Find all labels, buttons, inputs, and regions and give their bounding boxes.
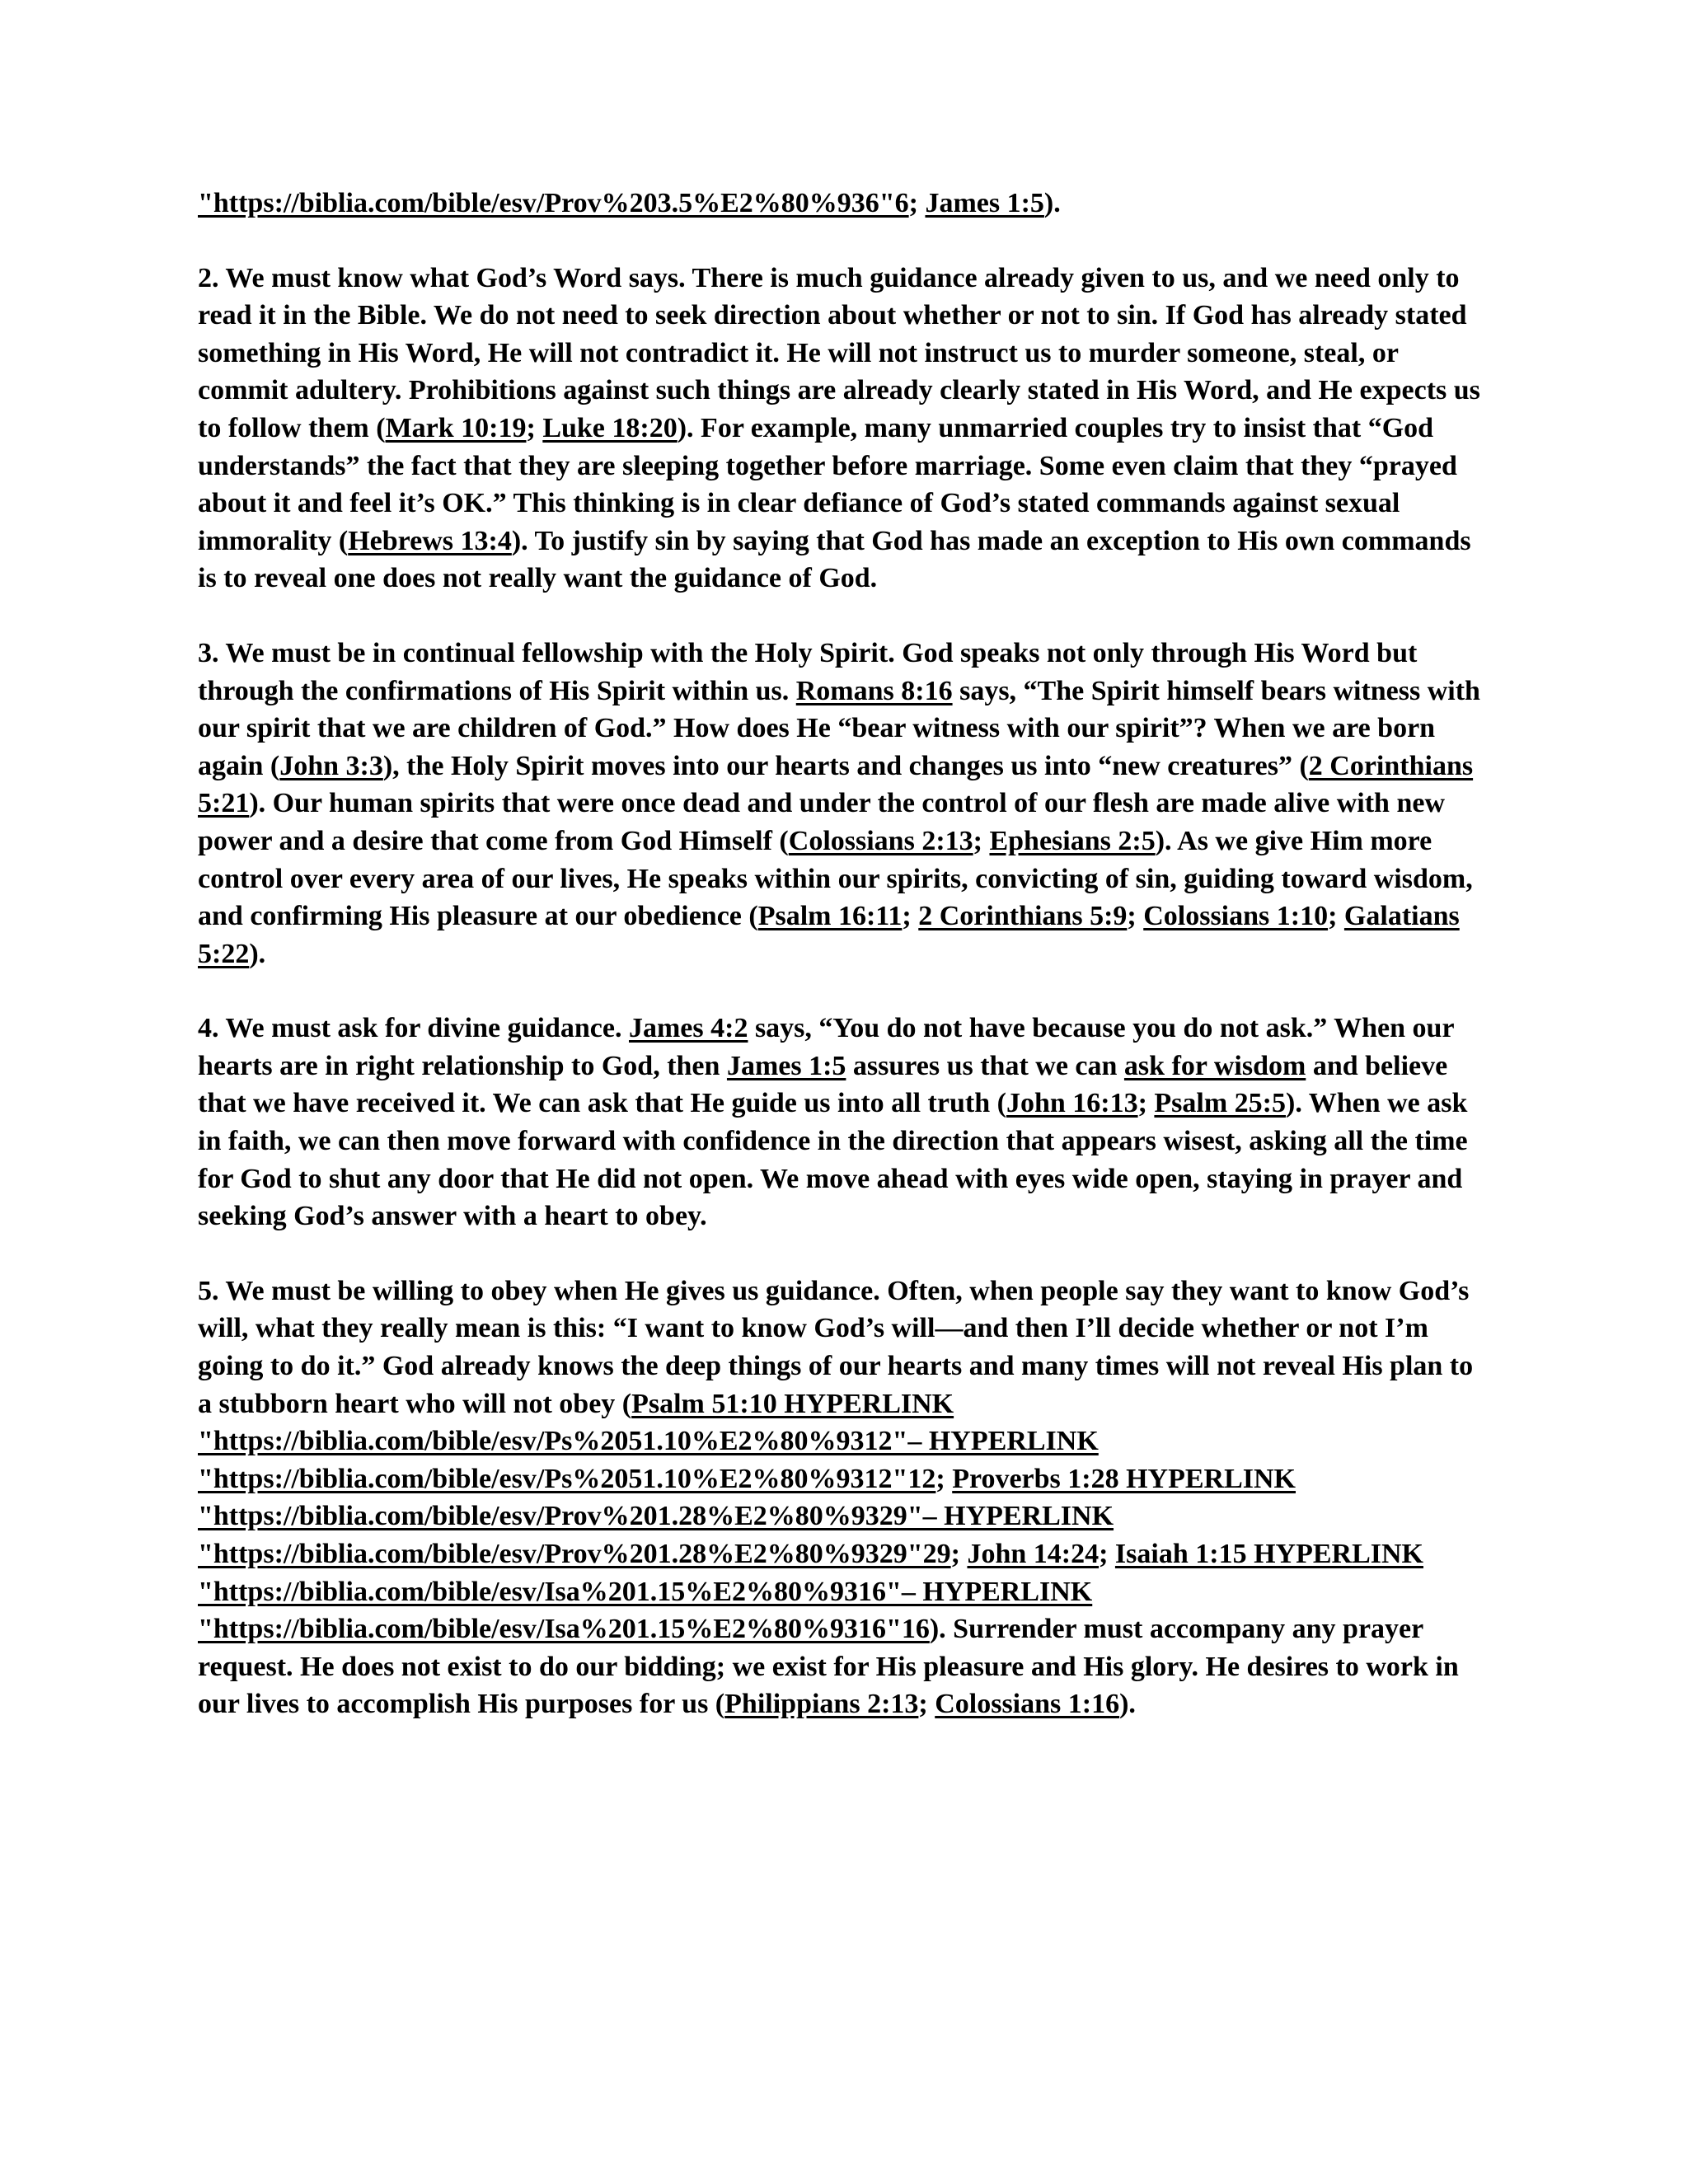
paragraph-text: 2. We must know what God’s Word says. There is much guidance already given to us, and we need only to read it in the Bible. We do not need to seek direction about whether or not to sin. If God has already stated something in His Word, He will not contradict it. He will not instruct us to murder someone, steal, or commit adultery. Prohibitions against such things are already clearly stated in His Word, and He expects us to follow them ( (198, 262, 1480, 443)
paragraph-text: ; (950, 1539, 968, 1569)
paragraph-text: ). As we give Him more control over every area of our lives, He speaks within our spirits, convicting of sin, guiding toward wisdom, and confirming His pleasure at our obedience ( (198, 825, 1473, 932)
paragraph-continuation (198, 185, 1484, 223)
scripture-reference-link[interactable]: "https://biblia.com/bible/esv/Prov%203.5%E2%80%936"6 (198, 188, 909, 218)
paragraph-text: ; (1137, 1088, 1155, 1119)
paragraph-point-2-gods-word (198, 260, 1484, 598)
scripture-reference-link[interactable]: Romans 8:16 (795, 675, 953, 706)
paragraph-text: ). (1119, 1689, 1136, 1720)
document-page (198, 185, 1484, 1760)
paragraph-text: ). Surrender must accompany any prayer request. He does not exist to do our bidding; we exist for His pleasure and His glory. He desires to work in our lives to accomplish His purposes for us ( (198, 1614, 1459, 1720)
paragraph-text: ; (973, 825, 990, 856)
scripture-reference-link[interactable]: James 1:5 (925, 188, 1044, 218)
paragraph-text: says, “The Spirit himself bears witness with our spirit that we are children of God.” How does He “bear witness with our spirit”? When we are born again ( (198, 675, 1480, 781)
paragraph-text: 4. We must ask for divine guidance. (198, 1013, 629, 1044)
paragraph-text: ). (249, 938, 266, 969)
scripture-reference-link[interactable]: James 1:5 (726, 1050, 846, 1081)
paragraph-text: 5. We must be willing to obey when He gives us guidance. Often, when people say they want to know God’s will, what they really mean is this: “I want to know God’s will—and then I’ll decide whether or not I’m going to do it.” God already knows the deep things of our hearts and many times will not reveal His plan to a stubborn heart who will not obey ( (198, 1275, 1474, 1419)
scripture-reference-link[interactable]: Mark 10:19 (385, 412, 527, 443)
paragraph-text: ; (918, 1689, 935, 1720)
scripture-reference-link[interactable]: Psalm 25:5 (1154, 1088, 1286, 1119)
paragraph-text: ; (526, 412, 543, 443)
scripture-reference-link[interactable]: ask for wisdom (1123, 1050, 1306, 1081)
scripture-reference-link[interactable]: John 16:13 (1006, 1088, 1138, 1119)
scripture-reference-link[interactable]: Ephesians 2:5 (989, 825, 1156, 856)
scripture-reference-link[interactable]: Psalm 16:11 (757, 901, 903, 932)
scripture-reference-link[interactable]: Isaiah 1:15 HYPERLINK "https://biblia.com/bible/esv/Isa%201.15%E2%80%9316"– HYPERLINK "https://biblia.com/bible/esv/Isa%201.15%E2%80%9316"16 (198, 1539, 1423, 1645)
scripture-reference-link[interactable]: 2 Corinthians 5:21 (198, 750, 1474, 819)
paragraph-point-4-ask-guidance (198, 1010, 1484, 1235)
paragraph-text: assures us that we can (846, 1050, 1124, 1081)
paragraph-text: ), the Holy Spirit moves into our hearts and changes us into “new creatures” ( (382, 750, 1309, 781)
paragraph-point-5-obey (198, 1272, 1484, 1723)
scripture-reference-link[interactable]: Colossians 1:10 (1143, 901, 1329, 932)
paragraph-text: says, “You do not have because you do not ask.” When our hearts are in right relationship to God, then (198, 1013, 1454, 1081)
paragraph-text: ). To justify sin by saying that God has made an exception to His own commands is to reveal one does not really want the guidance of God. (198, 525, 1471, 594)
paragraph-text: ). (1043, 188, 1061, 218)
scripture-reference-link[interactable]: Hebrews 13:4 (348, 525, 512, 556)
scripture-reference-link[interactable]: Luke 18:20 (542, 412, 678, 443)
paragraph-text: ; (902, 901, 919, 932)
paragraph-text: ; (935, 1463, 953, 1494)
paragraph-text: ; (1127, 901, 1144, 932)
scripture-reference-link[interactable]: John 3:3 (279, 750, 383, 781)
scripture-reference-link[interactable]: Philippians 2:13 (724, 1689, 919, 1720)
paragraph-text: ). Our human spirits that were once dead and under the control of our flesh are made alive with new power and a desire that come from God Himself ( (198, 788, 1446, 856)
paragraph-point-3-holy-spirit (198, 635, 1484, 972)
scripture-reference-link[interactable]: Colossians 1:16 (935, 1689, 1120, 1720)
scripture-reference-link[interactable]: Proverbs 1:28 HYPERLINK "https://biblia.com/bible/esv/Prov%201.28%E2%80%9329"– HYPERLINK "https://biblia.com/bible/esv/Prov%201.28%E2%80%9329"29 (198, 1463, 1296, 1569)
paragraph-text: ). When we ask in faith, we can then move forward with confidence in the direction that appears wisest, asking all the time for God to shut any door that He did not open. We move ahead with eyes wide open, staying in prayer and seeking God’s answer with a heart to obey. (198, 1088, 1468, 1232)
paragraph-text: ; (908, 188, 926, 218)
scripture-reference-link[interactable]: Psalm 51:10 HYPERLINK "https://biblia.com/bible/esv/Ps%2051.10%E2%80%9312"– HYPERLINK "https://biblia.com/bible/esv/Ps%2051.10%E2%80%9312"12 (198, 1388, 1099, 1494)
scripture-reference-link[interactable]: James 4:2 (628, 1013, 748, 1044)
scripture-reference-link[interactable]: 2 Corinthians 5:9 (918, 901, 1128, 932)
scripture-reference-link[interactable]: John 14:24 (967, 1539, 1100, 1569)
paragraph-text: ). For example, many unmarried couples try to insist that “God understands” the fact that they are sleeping together before marriage. Some even claim that they “prayed about it and feel it’s OK.” This thinking is in clear defiance of God’s stated commands against sexual immorality ( (198, 412, 1457, 556)
paragraph-text: ; (1099, 1539, 1115, 1569)
paragraph-text: and believe that we have received it. We can ask that He guide us into all truth ( (198, 1050, 1448, 1119)
paragraph-text: 3. We must be in continual fellowship with the Holy Spirit. God speaks not only through His Word but through the confirmations of His Spirit within us. (198, 637, 1418, 706)
paragraph-text: ; (1328, 901, 1344, 932)
scripture-reference-link[interactable]: Colossians 2:13 (788, 825, 973, 856)
scripture-reference-link[interactable]: Galatians 5:22 (198, 901, 1460, 969)
